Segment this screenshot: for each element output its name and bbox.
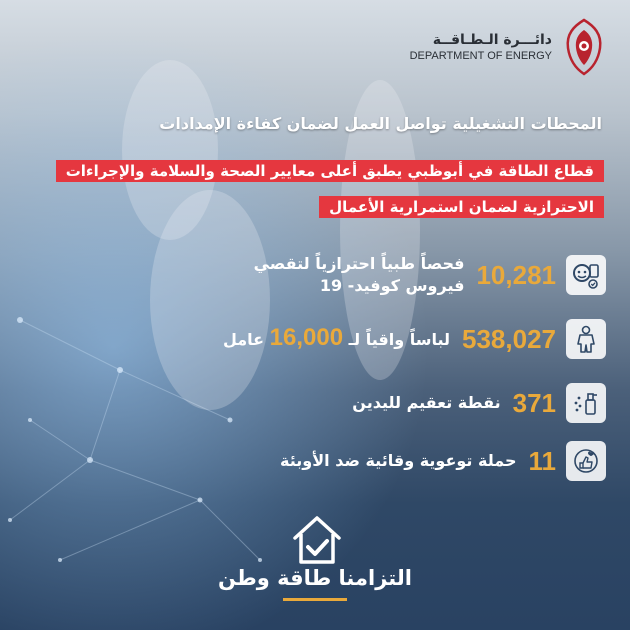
headline: المحطات التشغيلية تواصل العمل لضمان كفاءة الإمدادات xyxy=(159,114,602,133)
stat-description-part-b: عامل xyxy=(222,330,265,349)
stat-value: 538,027 xyxy=(462,323,556,354)
stat-protective-suits xyxy=(223,316,606,362)
falcon-emblem-icon xyxy=(560,18,608,76)
stat-description xyxy=(222,324,451,351)
department-logo xyxy=(410,18,608,76)
stat-description-line-1: فحصاً طبياً احترازياً لتقصي xyxy=(253,254,465,273)
slogan: التزامنا طاقة وطن xyxy=(218,566,412,590)
medical-check-icon xyxy=(566,255,606,295)
stat-sanitizer-points xyxy=(352,380,606,426)
hand-sanitizer-icon xyxy=(566,383,606,423)
awareness-campaign-icon xyxy=(566,441,606,481)
protective-suit-icon xyxy=(566,319,606,359)
stat-value: 10,281 xyxy=(476,259,556,290)
stat-description-part-a: لباساً واقياً لـ xyxy=(348,330,451,349)
stat-value: 11 xyxy=(528,445,556,476)
slogan-underline xyxy=(283,598,347,601)
stat-medical-checks xyxy=(254,252,606,298)
stat-awareness-campaigns xyxy=(280,438,606,484)
logo-english: DEPARTMENT OF ENERGY xyxy=(409,50,552,62)
stat-description: نقطة تعقيم لليدين xyxy=(352,393,501,412)
stat-value: 371 xyxy=(512,387,556,418)
stat-description: حملة توعوية وقائية ضد الأوبئة xyxy=(280,451,517,470)
banner-line-2: الاحترازية لضمان استمرارية الأعمال xyxy=(319,196,604,218)
logo-text xyxy=(410,31,552,63)
stat-description xyxy=(254,253,465,297)
logo-arabic: دائـــرة الـطـاقــة xyxy=(432,32,552,48)
banner-line-1: قطاع الطاقة في أبوظبي يطبق أعلى معايير الصحة والسلامة والإجراءات xyxy=(56,160,604,182)
home-check-icon xyxy=(289,512,345,568)
stat-worker-count: 16,000 xyxy=(269,324,344,351)
stat-description-line-2: فيروس كوفيد- 19 xyxy=(319,276,465,295)
